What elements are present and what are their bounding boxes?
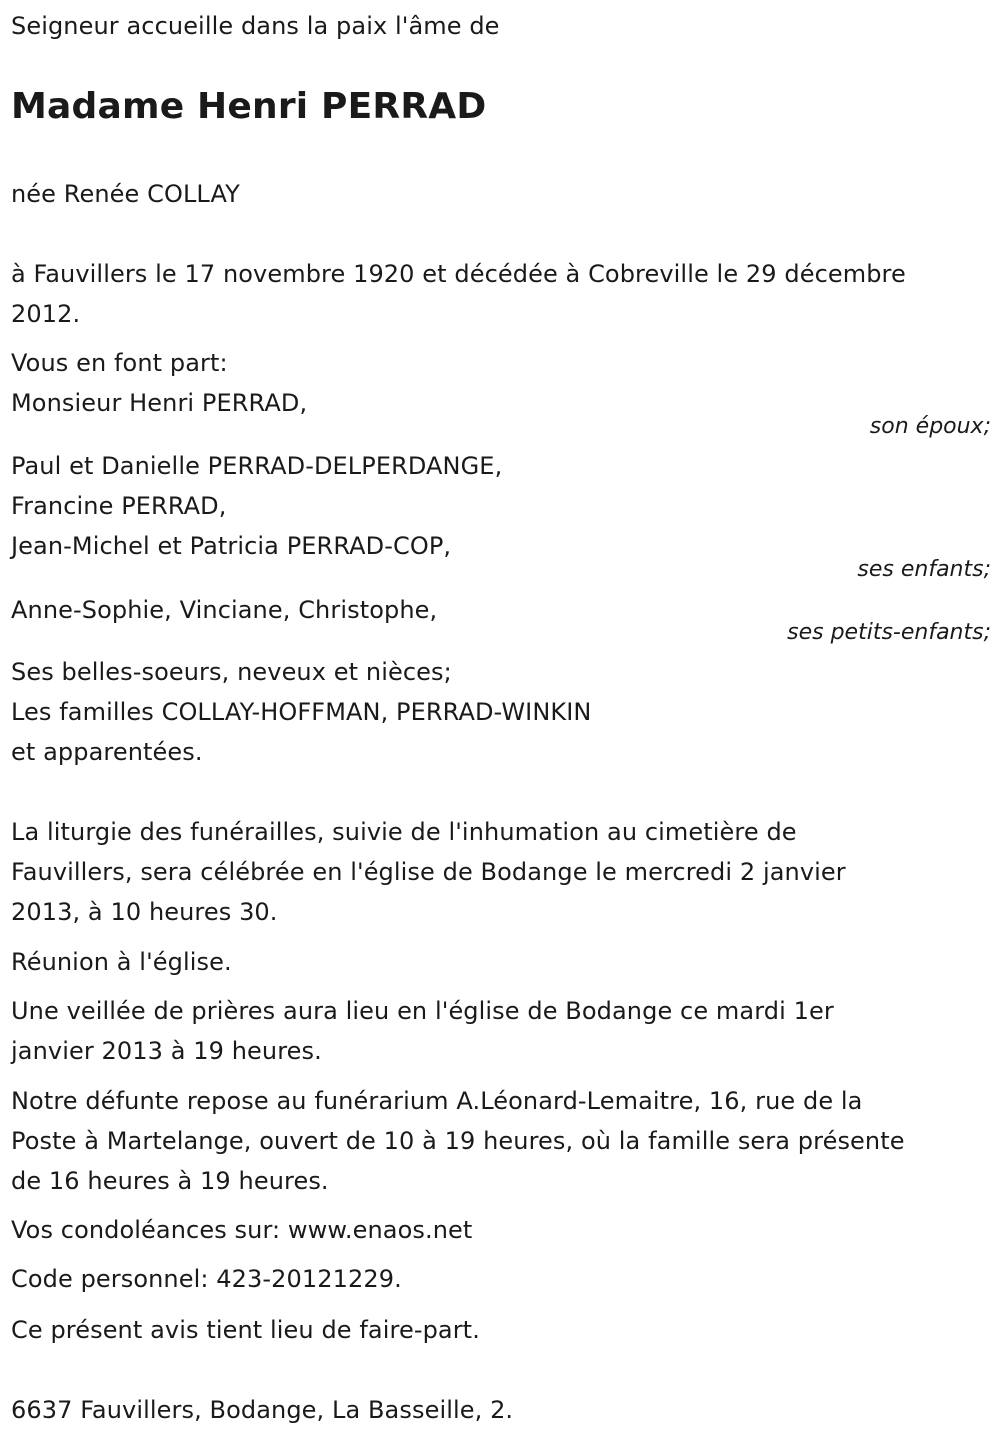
grandchildren-names: Anne-Sophie, Vinciane, Christophe, — [11, 596, 438, 624]
others-line: et apparentées. — [11, 738, 203, 766]
birth-death-line-1: à Fauvillers le 17 novembre 1920 et décédée à Cobreville le 29 décembre — [11, 260, 906, 288]
rest-line: Poste à Martelange, ouvert de 10 à 19 heures, où la famille sera présente — [11, 1127, 905, 1155]
funeral-line: La liturgie des funérailles, suivie de l'inhumation au cimetière de — [11, 818, 797, 846]
rest-line: Notre défunte repose au funérarium A.Léonard-Lemaitre, 16, rue de la — [11, 1087, 863, 1115]
others-line: Ses belles-soeurs, neveux et nièces; — [11, 658, 452, 686]
intro-text: Seigneur accueille dans la paix l'âme de — [11, 12, 500, 40]
others-line: Les familles COLLAY-HOFFMAN, PERRAD-WINKIN — [11, 698, 592, 726]
address-text: 6637 Fauvillers, Bodange, La Basseille, 2. — [11, 1396, 514, 1424]
funeral-line: Fauvillers, sera célébrée en l'église de Bodange le mercredi 2 janvier — [11, 858, 846, 886]
condolences-text: Vos condoléances sur: www.enaos.net — [11, 1216, 473, 1244]
birth-death-line-2: 2012. — [11, 300, 81, 328]
vigil-line: janvier 2013 à 19 heures. — [11, 1037, 322, 1065]
funeral-line: 2013, à 10 heures 30. — [11, 898, 278, 926]
meeting-text: Réunion à l'église. — [11, 948, 232, 976]
notice-text: Ce présent avis tient lieu de faire-part. — [11, 1316, 480, 1344]
child-name: Francine PERRAD, — [11, 492, 227, 520]
spouse-role: son époux; — [869, 414, 991, 439]
children-role: ses enfants; — [857, 557, 991, 582]
maiden-name: née Renée COLLAY — [11, 180, 240, 208]
child-name: Jean-Michel et Patricia PERRAD-COP, — [11, 532, 452, 560]
child-name: Paul et Danielle PERRAD-DELPERDANGE, — [11, 452, 503, 480]
grandchildren-role: ses petits-enfants; — [787, 620, 991, 645]
announce-heading: Vous en font part: — [11, 349, 228, 377]
deceased-name: Madame Henri PERRAD — [11, 86, 487, 127]
personal-code: Code personnel: 423-20121229. — [11, 1265, 402, 1293]
rest-line: de 16 heures à 19 heures. — [11, 1167, 329, 1195]
vigil-line: Une veillée de prières aura lieu en l'église de Bodange ce mardi 1er — [11, 997, 834, 1025]
spouse-name: Monsieur Henri PERRAD, — [11, 389, 308, 417]
